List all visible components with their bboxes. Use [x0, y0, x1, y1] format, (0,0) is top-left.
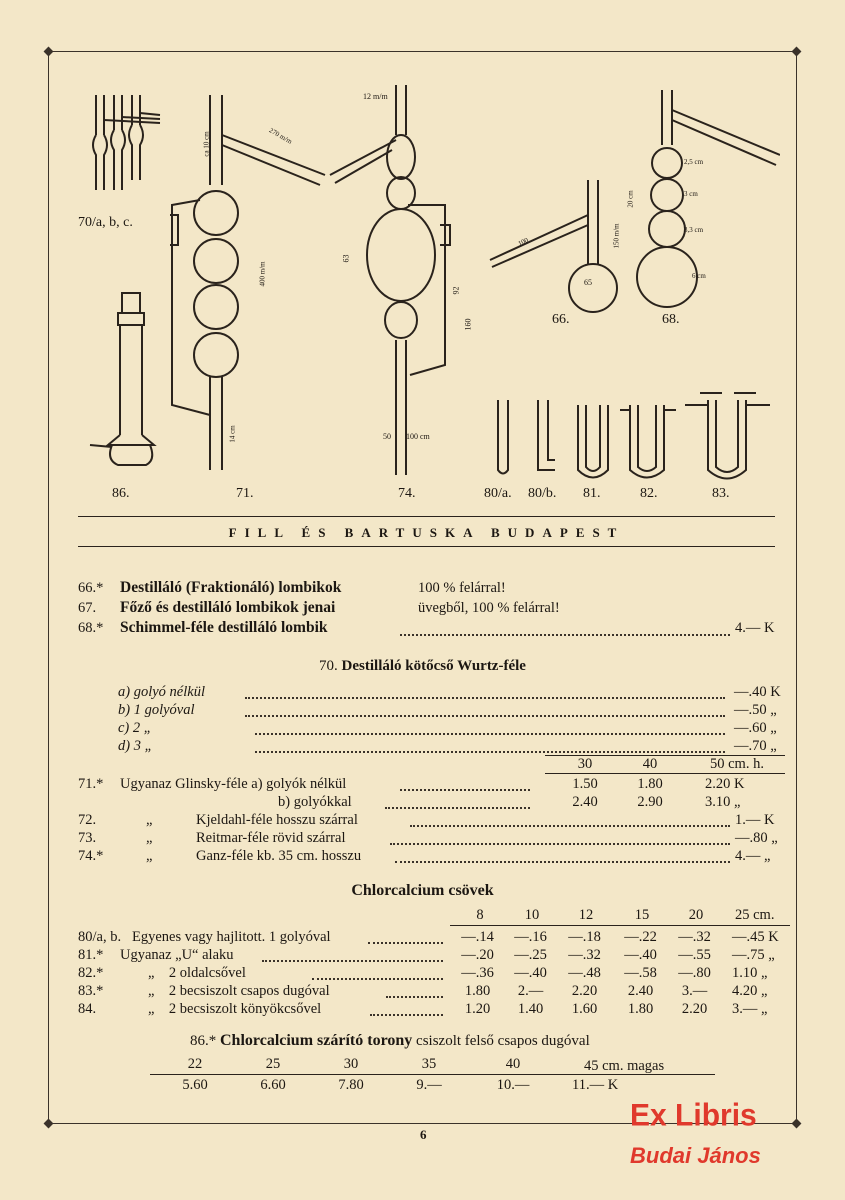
frame-corner-ornament [44, 1119, 54, 1129]
figure-label-68: 68. [662, 312, 680, 327]
figure-label-86: 86. [112, 486, 130, 501]
tower-price-30: 7.80 [338, 1077, 364, 1093]
leader-dots [386, 996, 443, 998]
fig-83-u-tube [685, 393, 770, 479]
leader-dots [385, 807, 530, 809]
page-number: 6 [420, 1127, 427, 1142]
dim-label: 12 m/m [363, 92, 388, 101]
item-81-text: Ugyanaz „U“ alaku [120, 947, 234, 963]
item-68-number: 68.* [78, 620, 104, 636]
item-82-text: „ 2 oldalcsővel [148, 965, 246, 981]
frame-corner-ornament [44, 47, 54, 57]
frame-corner-ornament [792, 1119, 802, 1129]
leader-dots [370, 1014, 443, 1016]
item-84-price-10: 1.40 [517, 1001, 544, 1017]
col-header-40: 40 [642, 756, 658, 772]
item-81-price-25: —.75 „ [732, 947, 775, 963]
figure-label-81: 81. [583, 486, 601, 501]
height-22: 22 [187, 1056, 203, 1072]
figure-label-70abc: 70/a, b, c. [78, 215, 133, 230]
section-86-title: Chlorcalcium szárító torony [220, 1032, 413, 1049]
fig-71-glinsky [170, 95, 325, 470]
item-73-ditto: „ [146, 830, 153, 846]
item-81-price-20: —.55 [678, 947, 711, 963]
fig-81-u-tube [578, 405, 608, 478]
height-35: 35 [421, 1056, 437, 1072]
item-80-price-25: —.45 K [732, 929, 779, 945]
section-86-number: 86.* [190, 1033, 217, 1049]
col-header-12: 12 [578, 907, 594, 923]
dim-label: 63 [341, 254, 351, 263]
fig-70-tubes [93, 95, 160, 190]
section-70-number: 70. [319, 658, 338, 674]
leader-dots [400, 634, 730, 636]
item-82-price-12: —.48 [568, 965, 601, 981]
item-74-number: 74.* [78, 848, 104, 864]
col-header-30: 30 [577, 756, 593, 772]
item-81-price-12: —.32 [568, 947, 601, 963]
column-header-rule [545, 773, 785, 774]
item-71b-price-40: 2.90 [637, 794, 663, 810]
item-73-text: Reitmar-féle rövid szárral [196, 830, 346, 846]
item-83-price-20: 3.— [681, 983, 708, 999]
item-72-price: 1.— K [735, 812, 775, 828]
dim-label: 14 cm [228, 425, 237, 443]
banner-rule-top [78, 516, 775, 517]
item-67-note: üvegből, 100 % felárral! [418, 600, 560, 616]
frame-corner-ornament [792, 47, 802, 57]
item-83-price-15: 2.40 [627, 983, 654, 999]
height-45: 45 cm. magas [584, 1058, 665, 1074]
leader-dots [245, 697, 725, 699]
frame-left-line [48, 51, 49, 1123]
item-74-ditto: „ [146, 848, 153, 864]
frame-right-line [796, 51, 797, 1123]
dim-label: 150 m/m [612, 223, 621, 249]
leader-dots [390, 843, 730, 845]
item-68-name: Schimmel-féle destilláló lombik [120, 619, 328, 636]
dim-label: 92 [451, 286, 461, 295]
fig-68-schimmel [637, 90, 780, 307]
figure-label-71: 71. [236, 486, 254, 501]
leader-dots [368, 942, 443, 944]
item-82-price-20: —.80 [678, 965, 711, 981]
figure-label-82: 82. [640, 486, 658, 501]
item-66-number: 66.* [78, 580, 104, 596]
dim-label: ca 10 cm [202, 131, 211, 157]
item-80-text: Egyenes vagy hajlitott. 1 golyóval [132, 929, 331, 945]
item-81-price-8: —.20 [461, 947, 494, 963]
section-70-heading [0, 658, 845, 675]
item-71-text-a: Ugyanaz Glinsky-féle a) golyók nélkül [120, 776, 347, 792]
dim-label: 50 [383, 432, 391, 441]
item-70a-price: —.40 K [734, 684, 781, 700]
tower-price-22: 5.60 [182, 1077, 208, 1093]
section-chlorcalcium-title: Chlorcalcium csövek [351, 882, 494, 899]
item-70d-label: d) 3 „ [118, 738, 153, 754]
item-81-price-15: —.40 [624, 947, 657, 963]
height-25: 25 [265, 1056, 281, 1072]
item-82-price-25: 1.10 „ [732, 965, 768, 981]
section-70-title: Destilláló kötőcső Wurtz-féle [341, 658, 526, 674]
item-82-price-10: —.40 [514, 965, 547, 981]
item-66-note: 100 % felárral! [418, 580, 506, 596]
item-84-price-15: 1.80 [627, 1001, 654, 1017]
section-86-note: csiszolt felső csapos dugóval [416, 1033, 590, 1049]
item-66-name: Destilláló (Fraktionáló) lombikok [120, 579, 342, 596]
figure-label-80a: 80/a. [484, 486, 512, 501]
leader-dots [410, 825, 730, 827]
figure-label-83: 83. [712, 486, 730, 501]
dim-label: 100 cm [406, 432, 430, 441]
col-header-20: 20 [688, 907, 704, 923]
leader-dots [312, 978, 443, 980]
item-84-number: 84. [78, 1001, 97, 1017]
item-67-number: 67. [78, 600, 97, 616]
dim-label: 3 cm [684, 190, 698, 198]
dim-label: 20 cm [626, 190, 635, 208]
frame-top-line [48, 51, 797, 52]
item-71b-price-50: 3.10 „ [705, 794, 741, 810]
item-82-number: 82.* [78, 965, 104, 981]
figure-label-66: 66. [552, 312, 570, 327]
leader-dots [395, 861, 730, 863]
col-header-10: 10 [524, 907, 540, 923]
dim-label: 100 [516, 236, 530, 248]
item-70c-price: —.60 „ [734, 720, 777, 736]
height-30: 30 [343, 1056, 359, 1072]
item-80-number: 80/a, b. [78, 929, 122, 945]
item-81-price-10: —.25 [514, 947, 547, 963]
item-84-text: „ 2 becsiszolt könyökcsővel [148, 1001, 322, 1017]
fig-74-ganz [330, 85, 450, 475]
ex-libris-stamp-line2: Budai János [630, 1143, 761, 1168]
dim-label: 160 [463, 318, 473, 331]
ex-libris-stamp-line1: Ex Libris [630, 1098, 757, 1133]
col-header-50: 50 cm. h. [710, 756, 764, 772]
item-84-price-8: 1.20 [464, 1001, 491, 1017]
item-70b-price: —.50 „ [734, 702, 777, 718]
tower-table-rule [150, 1074, 715, 1075]
dim-label: 2,5 cm [684, 158, 704, 166]
fig-66-flask [490, 180, 617, 312]
item-71a-price-50: 2.20 K [705, 776, 745, 792]
item-83-text: „ 2 becsiszolt csapos dugóval [148, 983, 330, 999]
publisher-banner: FILL ÉS BARTUSKA BUDAPEST [228, 525, 625, 540]
col-header-15: 15 [634, 907, 650, 923]
item-71a-price-40: 1.80 [637, 776, 663, 792]
leader-dots [255, 751, 725, 753]
item-72-number: 72. [78, 812, 97, 828]
tower-price-25: 6.60 [260, 1077, 286, 1093]
dim-label: 65 [584, 278, 592, 287]
item-70d-price: —.70 „ [734, 738, 777, 754]
item-83-number: 83.* [78, 983, 104, 999]
banner-rule-bottom [78, 546, 775, 547]
tower-price-40: 10.— [496, 1077, 530, 1093]
fig-86-tower [90, 293, 154, 465]
col-header-25: 25 cm. [735, 907, 775, 923]
leader-dots [255, 733, 725, 735]
item-70a-label: a) golyó nélkül [118, 684, 205, 700]
figure-label-74: 74. [398, 486, 416, 501]
fig-80a-tube [498, 400, 508, 474]
item-80-price-12: —.18 [568, 929, 601, 945]
tower-price-35: 9.— [416, 1077, 442, 1093]
item-84-price-20: 2.20 [681, 1001, 708, 1017]
leader-dots [262, 960, 443, 962]
dim-label: 270 m/m [267, 126, 294, 146]
dim-label: 6 cm [692, 272, 706, 280]
item-80-price-10: —.16 [514, 929, 547, 945]
item-70b-label: b) 1 golyóval [118, 702, 195, 718]
item-82-price-15: —.58 [624, 965, 657, 981]
item-83-price-10: 2.— [517, 983, 544, 999]
dim-label: 3,3 cm [684, 226, 704, 234]
item-67-name: Főző és destilláló lombikok jenai [120, 599, 336, 616]
item-72-text: Kjeldahl-féle hosszu szárral [196, 812, 358, 828]
fig-80b-tube [538, 400, 555, 470]
item-84-price-12: 1.60 [571, 1001, 598, 1017]
item-83-price-25: 4.20 „ [732, 983, 768, 999]
glassware-illustrations [60, 75, 780, 515]
section-86-heading [190, 1032, 590, 1050]
item-73-price: —.80 „ [735, 830, 778, 846]
figure-label-80b: 80/b. [528, 486, 557, 501]
leader-dots [245, 715, 725, 717]
item-80-price-20: —.32 [678, 929, 711, 945]
item-83-price-8: 1.80 [464, 983, 491, 999]
tower-price-45: 11.— K [572, 1077, 619, 1093]
col-header-8: 8 [476, 907, 484, 923]
height-40: 40 [505, 1056, 521, 1072]
item-68-price: 4.— K [735, 620, 775, 636]
item-72-ditto: „ [146, 812, 153, 828]
item-80-price-8: —.14 [461, 929, 494, 945]
item-81-number: 81.* [78, 947, 104, 963]
fig-82-u-tube [620, 405, 676, 478]
item-73-number: 73. [78, 830, 97, 846]
item-71-text-b: b) golyókkal [278, 794, 352, 810]
item-82-price-8: —.36 [461, 965, 494, 981]
item-83-price-12: 2.20 [571, 983, 598, 999]
item-80-price-15: —.22 [624, 929, 657, 945]
item-74-price: 4.— „ [735, 848, 771, 864]
column-header-rule [450, 925, 790, 926]
item-71b-price-30: 2.40 [572, 794, 598, 810]
item-74-text: Ganz-féle kb. 35 cm. hosszu [196, 848, 362, 864]
item-71-number: 71.* [78, 776, 104, 792]
item-70c-label: c) 2 „ [118, 720, 152, 736]
item-84-price-25: 3.— „ [732, 1001, 768, 1017]
dim-label: 400 m/m [258, 261, 267, 287]
item-71a-price-30: 1.50 [572, 776, 598, 792]
leader-dots [400, 789, 530, 791]
